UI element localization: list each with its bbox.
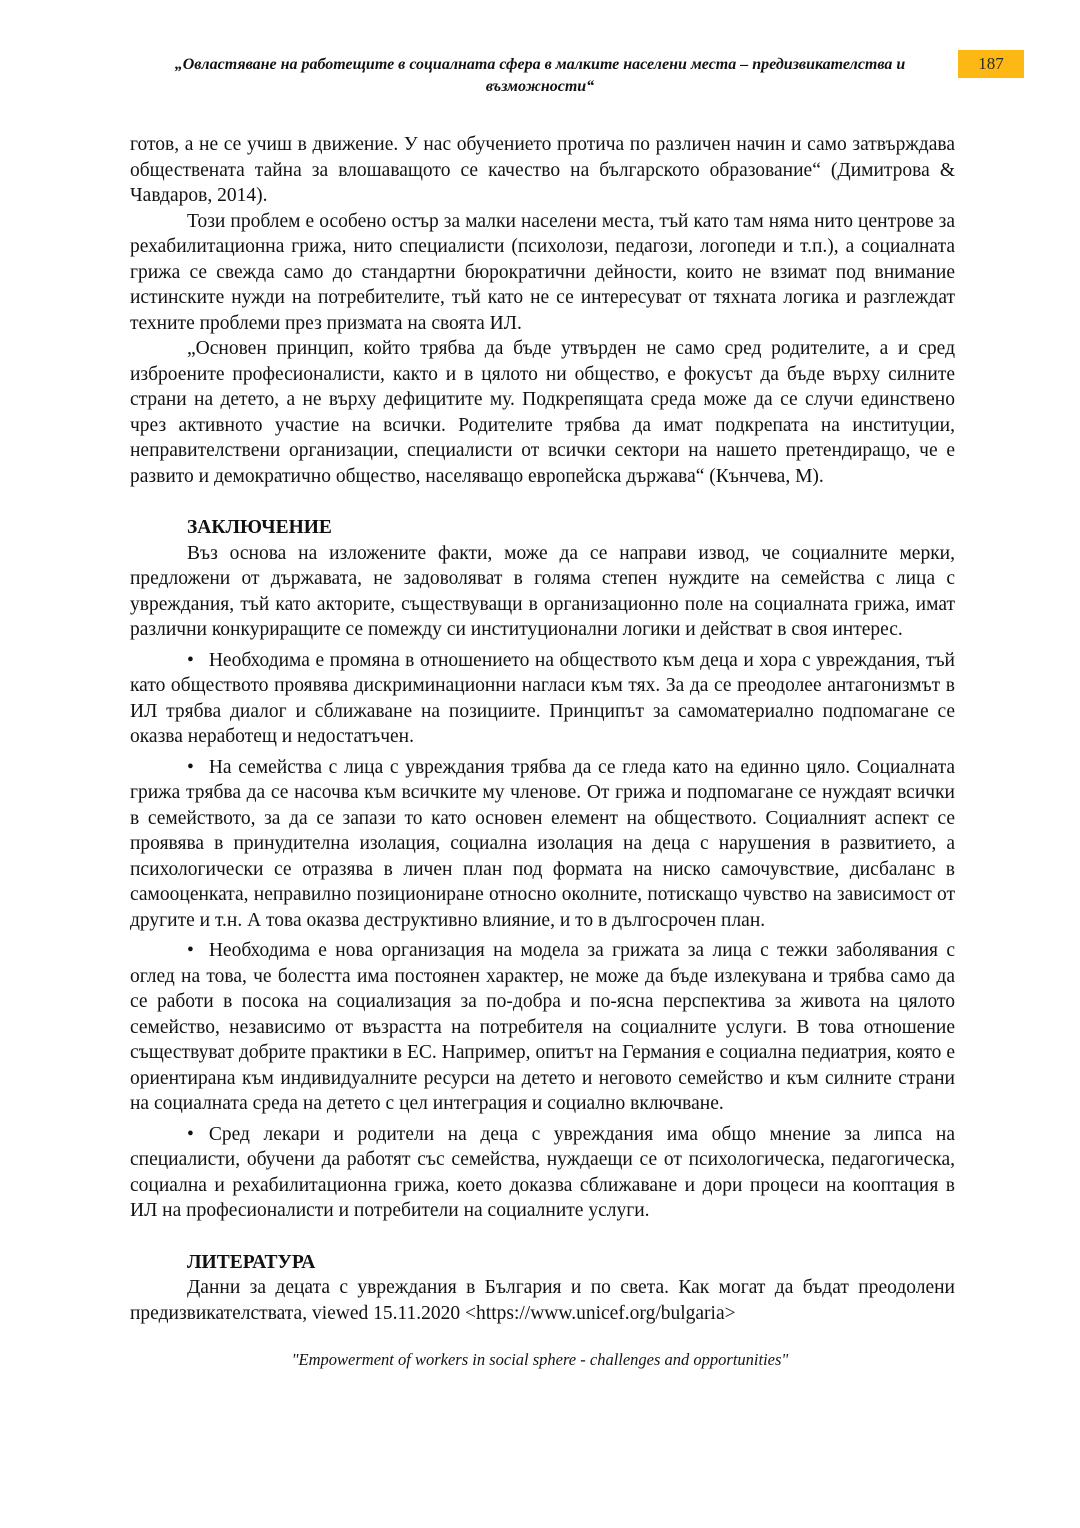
- footer-title: "Empowerment of workers in social sphere - challenges and opportunities": [291, 1350, 789, 1369]
- bullet-item: [130, 755, 955, 934]
- reference-entry: Данни за децата с увреждания в България и по света. Как могат да бъдат преодолени предизвикателствата, viewed 15.11.2020 <https://www.unicef.org/bulgaria>: [130, 1277, 955, 1324]
- page-footer: [0, 1350, 1080, 1370]
- paragraph: Въз основа на изложените факти, може да се направи извод, че социалните мерки, предложени от държавата, не задоволяват в голяма степен нуждите на семейства с лица с увреждания, тъй като акторите, съществуващи в организационно поле на социалната грижа, имат различни конкуриращите се помежду си институционални логики и действат в своя интерес.: [130, 542, 955, 640]
- bullet-text: На семейства с лица с увреждания трябва да се гледа като на единно цяло. Социалната грижа трябва да се насочва към всичките му членове. От грижа и подпомагане се нуждаят всички в семейството, за да се запази то като основен елемент на обществото. Социалният аспект се проявява в принудителна изолация, социална изолация на деца с нарушения в развитието, а психологически се отразява в личен план под формата на ниско самочувствие, дисбаланс в самооценката, неправилно позициониране относно околните, потискащо чувство на зависимост от другите и т.н. А това оказва деструктивно влияние, и то в дългосрочен план.: [130, 756, 955, 931]
- bullet-text: Необходима е промяна в отношението на обществото към деца и хора с увреждания, тъй като обществото проявява дискриминационни нагласи към тях. За да се преодолее антагонизмът в ИЛ трябва диалог и сближаване на позициите. Принципът за самоматериално подпомагане се оказва неработещ и недостатъчен.: [130, 649, 955, 747]
- section-heading-conclusion: ЗАКЛЮЧЕНИЕ: [187, 517, 332, 538]
- bullet-text: Необходима е нова организация на модела за грижата за лица с тежки заболявания с оглед на това, че болестта има постоянен характер, не може да бъде излекувана и трябва само да се работи в посока на социализация за по-добра и по-ясна перспектива за живота на цялото семейство, независимо от възрастта на потребителя на социалните услуги. В това отношение съществуват добрите практики в ЕС. Например, опитът на Германия е социална педиатрия, която е ориентирана към индивидуалните ресурси на детето и неговото семейство и към силните страни на социалната среда на детето с цел интеграция и социално включване.: [130, 940, 955, 1114]
- page-header: [0, 54, 1080, 98]
- bullet-item: [130, 938, 955, 1117]
- page-number-badge: 187: [958, 50, 1024, 78]
- bullet-item: [130, 648, 955, 750]
- paragraph: Този проблем е особено остър за малки населени места, тъй като там няма нито центрове за рехабилитационна грижа, нито специалисти (психолози, педагози, логопеди и т.п.), а социалната грижа се свежда само до стандартни бюрократични дейности, които не взимат под внимание истинските нужди на потребителите, тъй като не се интересуват от тяхната логика и разглеждат техните проблеми през призмата на своята ИЛ.: [130, 210, 955, 334]
- bullet-item: [130, 1122, 955, 1224]
- bullet-icon: •: [187, 649, 194, 671]
- bullet-icon: •: [187, 940, 194, 961]
- bullet-text: Сред лекари и родители на деца с увреждания има общо мнение за липса на специалисти, обучени да работят със семейства, нуждаещи се от психологическа, педагогическа, социална и рехабилитационна грижа, което доказва сближаване и дори процеси на кооптация в ИЛ на професионалисти и потребители на социалните услуги.: [130, 1123, 955, 1221]
- section-heading-references: ЛИТЕРАТУРА: [187, 1251, 316, 1273]
- bullet-icon: •: [187, 1123, 194, 1145]
- paragraph: „Основен принцип, който трябва да бъде утвърден не само сред родителите, а и сред изброените професионалисти, както и в цялото ни общество, е фокусът да бъде върху силните страни на детето, а не върху дефицитите му. Подкрепящата среда може да се случи единствено чрез активното участие на всички. Родителите трябва да имат подкрепата на институции, неправителствени организации, специалисти от всички сектори на нашето претендиращо, че е развито и демократично общество, населяващо европейска държава“ (Кънчева, М).: [130, 338, 955, 487]
- bullet-icon: •: [187, 756, 194, 778]
- paragraph: готов, а не се учиш в движение. У нас обучението протича по различен начин и само затвърждава обществената тайна за влошаващото се качество на българското образование“ (Димитрова & Чавдаров, 2014).: [130, 134, 955, 206]
- page-content: [130, 132, 955, 1326]
- running-title: „Овластяване на работещите в социалната сфера в малките населени места – предизвикателства и възможности“: [174, 56, 906, 95]
